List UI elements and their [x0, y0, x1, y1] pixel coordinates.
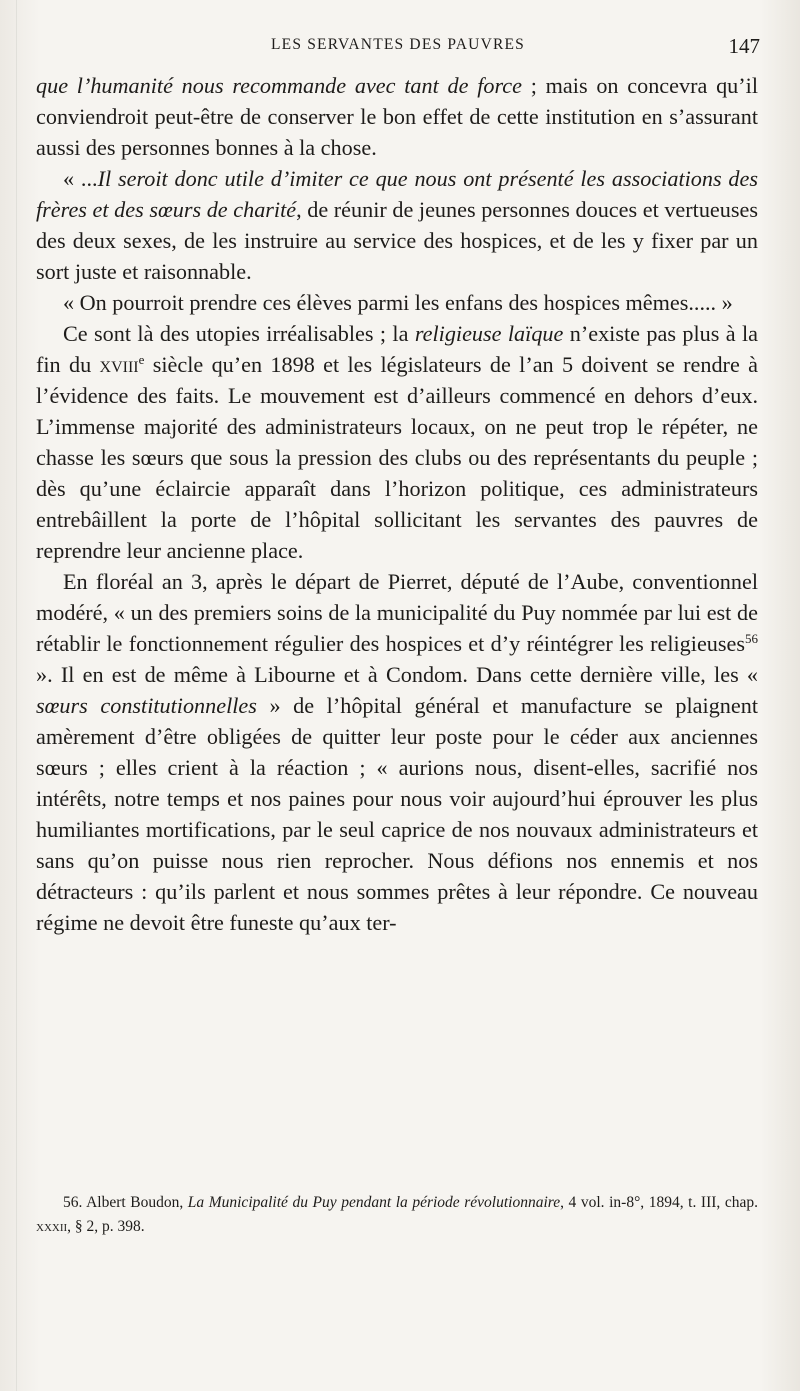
paragraph-text: ; mais on concevra qu’il conviendroit peut-être de conserver le bon effet de cette institution en s’assurant aussi des personnes bonnes à la chose. [36, 73, 758, 160]
page-header [36, 34, 760, 64]
paragraph-text: siècle qu’en 1898 et les législateurs de l’an 5 doivent se rendre à l’évidence des faits. Le mouvement est d’ailleurs commencé en dehors d’eux. L’immense majorité des administrateurs locaux, on ne peut trop le répéter, ne chasse les sœurs que sous la pression des clubs ou des représentants du peuple ; dès qu’une éclaircie apparaît dans l’horizon politique, ces administrateurs entrebâillent la porte de l’hôpital sollicitant les servantes des pauvres de reprendre leur ancienne place. [36, 352, 758, 563]
footnote-text: , § 2, p. 398. [67, 1218, 145, 1235]
paragraph-2 [36, 163, 758, 287]
quoted-italic-text: Il seroit donc utile d’imiter ce que nous ont présenté les associations des frères et des sœurs de charité [36, 166, 759, 222]
emphasis-text: religieuse laïque [414, 321, 564, 346]
paragraph-text: ». Il en est de même à Libourne et à Condom. Dans cette dernière ville, les « [36, 662, 758, 687]
paragraph-4 [36, 318, 758, 566]
paragraph-text: En floréal an 3, après le départ de Pierret, député de l’Aube, conventionnel modéré, « un des premiers soins de la municipalité du Puy nommée par lui est de rétablir le fonctionnement régulier des hospices et d’y réintégrer les religieuses [36, 569, 758, 656]
page-number: 147 [728, 34, 760, 58]
paragraph-text: , de réunir de jeunes personnes douces et vertueuses des deux sexes, de les instruire au service des hospices, et de les y fixer par un sort juste et raisonnable. [36, 197, 758, 284]
century-numeral: xviii [99, 352, 139, 377]
running-title: LES SERVANTES DES PAUVRES [271, 36, 525, 53]
paragraph-text: Ce sont là des utopies irréalisables ; la [63, 321, 415, 346]
page-scan-edge [16, 0, 17, 1391]
footnote [36, 1191, 758, 1239]
quoted-italic-text: que l’humanité nous recommande avec tant de force [36, 73, 522, 98]
paragraph-1 [36, 70, 758, 163]
chapter-numeral: xxxii [36, 1218, 68, 1235]
paragraph-5 [36, 566, 758, 938]
century-superscript: e [138, 352, 145, 367]
footnote-text: , 4 vol. in-8°, 1894, t. III, chap. [560, 1194, 758, 1211]
paragraph-3 [36, 287, 758, 318]
paragraph-text: n’existe pas plus à la fin du [36, 321, 758, 377]
paragraph-text: « On pourroit prendre ces élèves parmi les enfans des hospices mêmes..... » [63, 290, 733, 315]
footnote-book-title: La Municipalité du Puy pendant la période révolutionnaire [187, 1194, 561, 1211]
paragraph-text: » de l’hôpital général et manufacture se plaignent amèrement d’être obligées de quitter leur poste pour le céder aux anciennes sœurs ; elles crient à la réaction ; « aurions nous, disent-elles, sacrifié nos intérêts, notre temps et nos paines pour nous voir aujourd’hui éprouver les plus humiliantes mortifications, par le seul caprice de nos nouvaux administrateurs et sans qu’on puisse nous rien reprocher. Nous défions nos ennemis et nos détracteurs : qu’ils parlent et nous sommes prêtes à leur répondre. Ce nouveau régime ne devoit être funeste qu’aux ter- [36, 693, 758, 935]
body-text [36, 70, 758, 938]
open-quote-mark: « ... [63, 166, 98, 191]
emphasis-text: sœurs constitutionnelles [36, 693, 257, 718]
footnote-56 [36, 1191, 758, 1239]
footnote-text: 56. Albert Boudon, [63, 1194, 188, 1211]
footnote-reference[interactable]: 56 [745, 631, 758, 646]
